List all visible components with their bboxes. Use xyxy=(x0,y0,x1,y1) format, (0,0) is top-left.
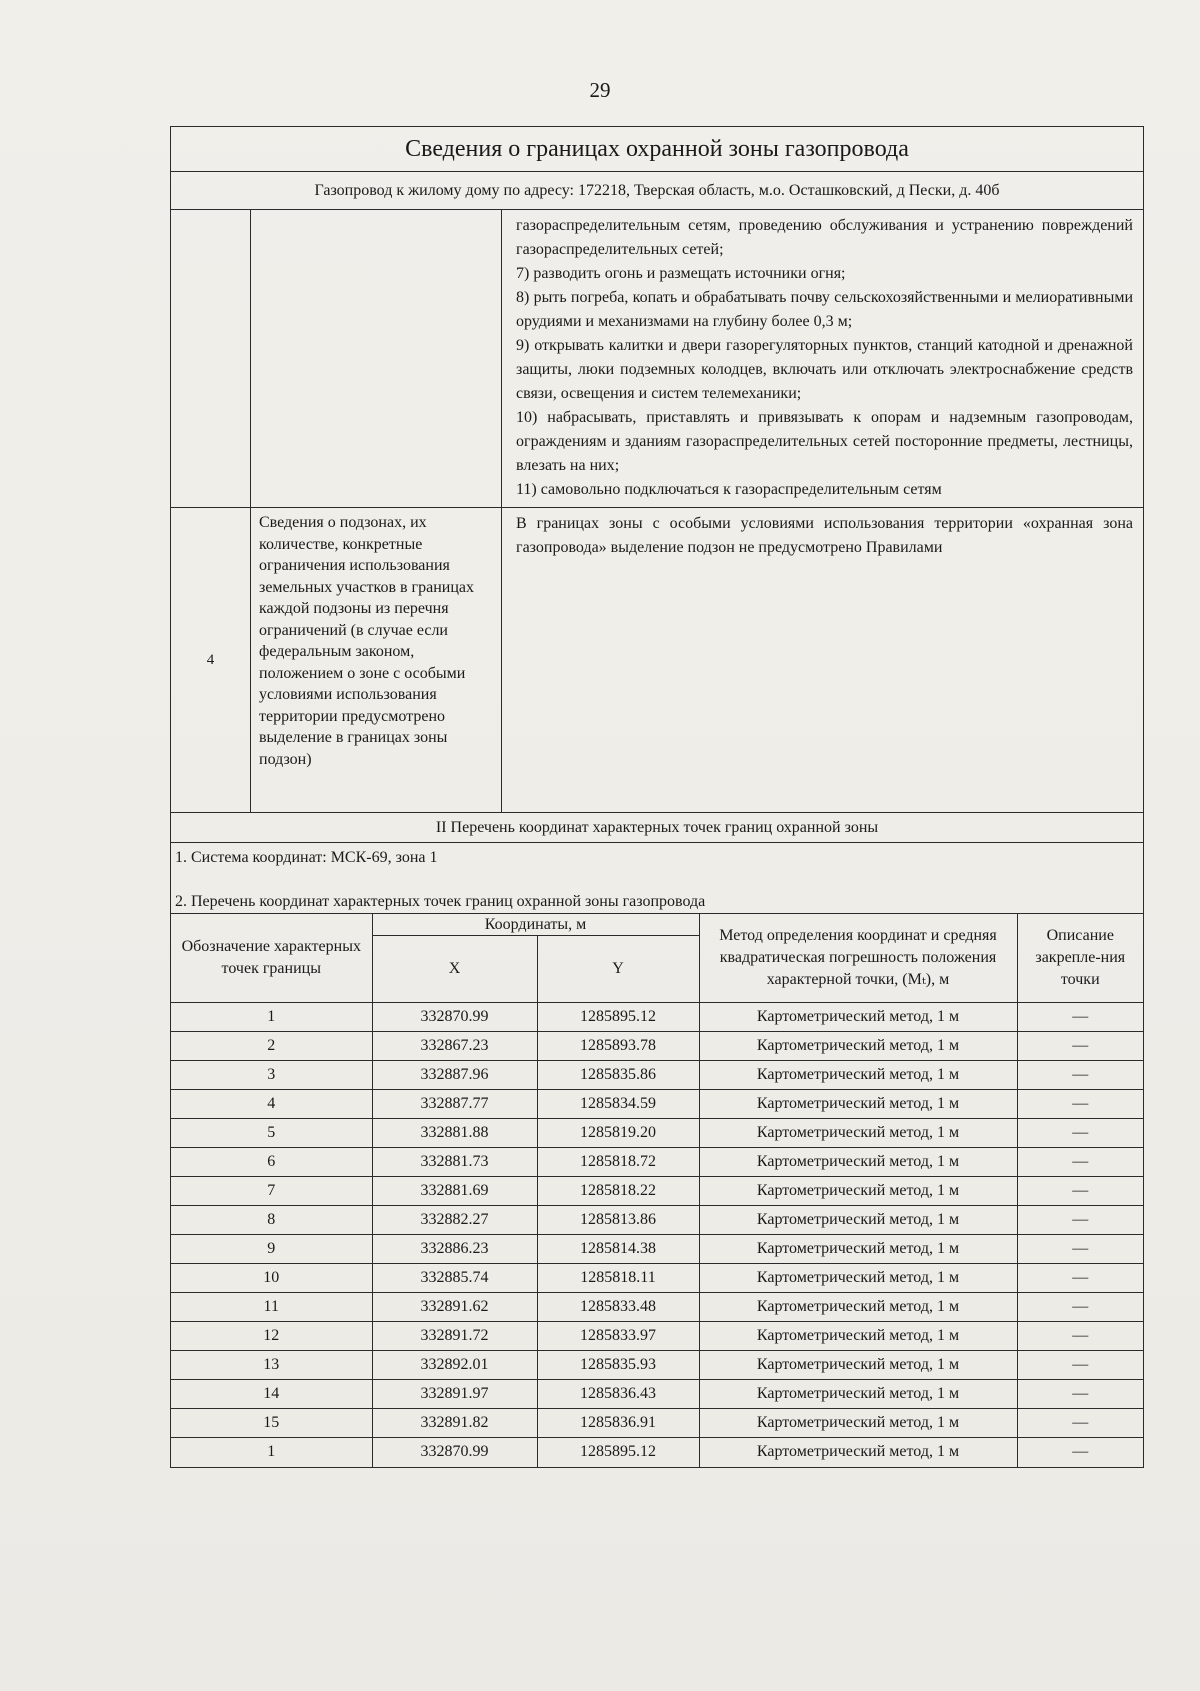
description-cell: — xyxy=(1017,1148,1143,1177)
description-cell: — xyxy=(1017,1032,1143,1061)
x-coordinate-cell: 332891.82 xyxy=(372,1409,537,1438)
description-cell: — xyxy=(1017,1177,1143,1206)
description-cell: — xyxy=(1017,1235,1143,1264)
method-cell: Картометрический метод, 1 м xyxy=(699,1351,1017,1380)
y-coordinate-cell: 1285836.91 xyxy=(537,1409,699,1438)
section-2-title: II Перечень координат характерных точек границ охранной зоны xyxy=(171,813,1143,843)
table-row xyxy=(171,1003,1143,1032)
point-label-cell: 12 xyxy=(171,1322,372,1351)
x-coordinate-cell: 332870.99 xyxy=(372,1438,537,1467)
table-row xyxy=(171,1090,1143,1119)
point-label-cell: 14 xyxy=(171,1380,372,1409)
header-coordinates: Координаты, м xyxy=(372,914,699,936)
point-label-cell: 4 xyxy=(171,1090,372,1119)
point-label-cell: 1 xyxy=(171,1438,372,1467)
row-number-cell xyxy=(171,210,251,507)
subzones-label: Сведения о подзонах, их количестве, конкретные ограничения использования земельных участков в границах каждой подзоны из перечня ограничений (в случае если федеральным законом, положением о зоне с особыми условиями использования территории предусмотрено выделение в границах зоны подзон) xyxy=(251,508,502,812)
method-cell: Картометрический метод, 1 м xyxy=(699,1177,1017,1206)
restriction-line: 7) разводить огонь и размещать источники огня; xyxy=(516,265,846,282)
header-y: Y xyxy=(537,936,699,1003)
description-cell: — xyxy=(1017,1119,1143,1148)
document-title: Сведения о границах охранной зоны газопровода xyxy=(171,127,1143,172)
description-cell: — xyxy=(1017,1438,1143,1467)
table-row xyxy=(171,1235,1143,1264)
point-label-cell: 1 xyxy=(171,1003,372,1032)
table-row xyxy=(171,1119,1143,1148)
coordinate-system-block xyxy=(171,843,1143,913)
point-label-cell: 2 xyxy=(171,1032,372,1061)
y-coordinate-cell: 1285818.22 xyxy=(537,1177,699,1206)
description-cell: — xyxy=(1017,1003,1143,1032)
x-coordinate-cell: 332887.96 xyxy=(372,1061,537,1090)
method-cell: Картометрический метод, 1 м xyxy=(699,1090,1017,1119)
x-coordinate-cell: 332870.99 xyxy=(372,1003,537,1032)
point-label-cell: 3 xyxy=(171,1061,372,1090)
coordinate-system: 1. Система координат: МСК-69, зона 1 xyxy=(175,849,438,866)
method-cell: Картометрический метод, 1 м xyxy=(699,1003,1017,1032)
table-row xyxy=(171,1322,1143,1351)
row-name-cell xyxy=(251,210,502,507)
table-row xyxy=(171,1409,1143,1438)
method-cell: Картометрический метод, 1 м xyxy=(699,1293,1017,1322)
point-label-cell: 8 xyxy=(171,1206,372,1235)
point-label-cell: 6 xyxy=(171,1148,372,1177)
y-coordinate-cell: 1285814.38 xyxy=(537,1235,699,1264)
point-label-cell: 15 xyxy=(171,1409,372,1438)
point-label-cell: 5 xyxy=(171,1119,372,1148)
point-label-cell: 13 xyxy=(171,1351,372,1380)
object-address: Газопровод к жилому дому по адресу: 172218, Тверская область, м.о. Осташковский, д Пески, д. 40б xyxy=(171,172,1143,210)
subzones-text: В границах зоны с особыми условиями использования территории «охранная зона газопровода» выделение подзон не предусмотрено Правилами xyxy=(516,515,1133,556)
y-coordinate-cell: 1285813.86 xyxy=(537,1206,699,1235)
point-label-cell: 9 xyxy=(171,1235,372,1264)
method-cell: Картометрический метод, 1 м xyxy=(699,1119,1017,1148)
point-label-cell: 11 xyxy=(171,1293,372,1322)
table-row xyxy=(171,1177,1143,1206)
description-cell: — xyxy=(1017,1206,1143,1235)
method-cell: Картометрический метод, 1 м xyxy=(699,1438,1017,1467)
header-description: Описание закрепле-ния точки xyxy=(1017,914,1143,1003)
table-row xyxy=(171,1380,1143,1409)
point-label-cell: 10 xyxy=(171,1264,372,1293)
restriction-line: 11) самовольно подключаться к газораспределительным сетям xyxy=(516,481,942,498)
description-cell: — xyxy=(1017,1293,1143,1322)
x-coordinate-cell: 332881.88 xyxy=(372,1119,537,1148)
x-coordinate-cell: 332881.73 xyxy=(372,1148,537,1177)
description-cell: — xyxy=(1017,1351,1143,1380)
y-coordinate-cell: 1285833.48 xyxy=(537,1293,699,1322)
description-cell: — xyxy=(1017,1409,1143,1438)
header-method: Метод определения координат и средняя квадратическая погрешность положения характерной точки, (Mₜ), м xyxy=(699,914,1017,1003)
table-row xyxy=(171,1351,1143,1380)
method-cell: Картометрический метод, 1 м xyxy=(699,1409,1017,1438)
coords-list-title: 2. Перечень координат характерных точек границ охранной зоны газопровода xyxy=(175,893,706,910)
method-cell: Картометрический метод, 1 м xyxy=(699,1235,1017,1264)
method-cell: Картометрический метод, 1 м xyxy=(699,1148,1017,1177)
y-coordinate-cell: 1285818.72 xyxy=(537,1148,699,1177)
x-coordinate-cell: 332881.69 xyxy=(372,1177,537,1206)
table-row xyxy=(171,1148,1143,1177)
subzones-row xyxy=(171,508,1143,813)
table-row xyxy=(171,1032,1143,1061)
method-cell: Картометрический метод, 1 м xyxy=(699,1061,1017,1090)
x-coordinate-cell: 332885.74 xyxy=(372,1264,537,1293)
method-cell: Картометрический метод, 1 м xyxy=(699,1264,1017,1293)
y-coordinate-cell: 1285834.59 xyxy=(537,1090,699,1119)
restriction-line: 8) рыть погреба, копать и обрабатывать почву сельскохозяйственными и мелиоративными орудиями и механизмами на глубину более 0,3 м; xyxy=(516,289,1133,330)
header-point-label: Обозначение характерных точек границы xyxy=(171,914,372,1003)
y-coordinate-cell: 1285893.78 xyxy=(537,1032,699,1061)
row-number: 4 xyxy=(171,508,251,812)
table-row xyxy=(171,1264,1143,1293)
restrictions-continuation-row xyxy=(171,210,1143,508)
restriction-line: 10) набрасывать, приставлять и привязывать к опорам и надземным газопроводам, ограждениям и зданиям газораспределительных сетей посторонние предметы, лестницы, влезать на них; xyxy=(516,409,1133,474)
x-coordinate-cell: 332886.23 xyxy=(372,1235,537,1264)
zone-info-sheet xyxy=(170,126,1144,1468)
restriction-line: 9) открывать калитки и двери газорегуляторных пунктов, станций катодной и дренажной защиты, люки подземных колодцев, включать или отключать электроснабжение средств связи, освещения и систем телемеханики; xyxy=(516,337,1133,402)
y-coordinate-cell: 1285836.43 xyxy=(537,1380,699,1409)
method-cell: Картометрический метод, 1 м xyxy=(699,1322,1017,1351)
y-coordinate-cell: 1285833.97 xyxy=(537,1322,699,1351)
x-coordinate-cell: 332867.23 xyxy=(372,1032,537,1061)
description-cell: — xyxy=(1017,1264,1143,1293)
page-number: 29 xyxy=(589,78,611,102)
x-coordinate-cell: 332891.97 xyxy=(372,1380,537,1409)
method-cell: Картометрический метод, 1 м xyxy=(699,1032,1017,1061)
method-cell: Картометрический метод, 1 м xyxy=(699,1206,1017,1235)
y-coordinate-cell: 1285819.20 xyxy=(537,1119,699,1148)
restriction-line: газораспределительным сетям, проведению обслуживания и устранению повреждений газораспределительных сетей; xyxy=(516,217,1133,258)
description-cell: — xyxy=(1017,1061,1143,1090)
table-row xyxy=(171,1438,1143,1467)
description-cell: — xyxy=(1017,1322,1143,1351)
y-coordinate-cell: 1285818.11 xyxy=(537,1264,699,1293)
x-coordinate-cell: 332891.72 xyxy=(372,1322,537,1351)
description-cell: — xyxy=(1017,1090,1143,1119)
y-coordinate-cell: 1285835.93 xyxy=(537,1351,699,1380)
method-cell: Картометрический метод, 1 м xyxy=(699,1380,1017,1409)
point-label-cell: 7 xyxy=(171,1177,372,1206)
x-coordinate-cell: 332891.62 xyxy=(372,1293,537,1322)
table-row xyxy=(171,1293,1143,1322)
x-coordinate-cell: 332882.27 xyxy=(372,1206,537,1235)
restrictions-text xyxy=(502,210,1143,507)
table-row xyxy=(171,1061,1143,1090)
coordinates-table xyxy=(171,913,1143,1467)
description-cell: — xyxy=(1017,1380,1143,1409)
y-coordinate-cell: 1285895.12 xyxy=(537,1438,699,1467)
y-coordinate-cell: 1285895.12 xyxy=(537,1003,699,1032)
header-x: X xyxy=(372,936,537,1003)
x-coordinate-cell: 332892.01 xyxy=(372,1351,537,1380)
y-coordinate-cell: 1285835.86 xyxy=(537,1061,699,1090)
table-row xyxy=(171,1206,1143,1235)
x-coordinate-cell: 332887.77 xyxy=(372,1090,537,1119)
